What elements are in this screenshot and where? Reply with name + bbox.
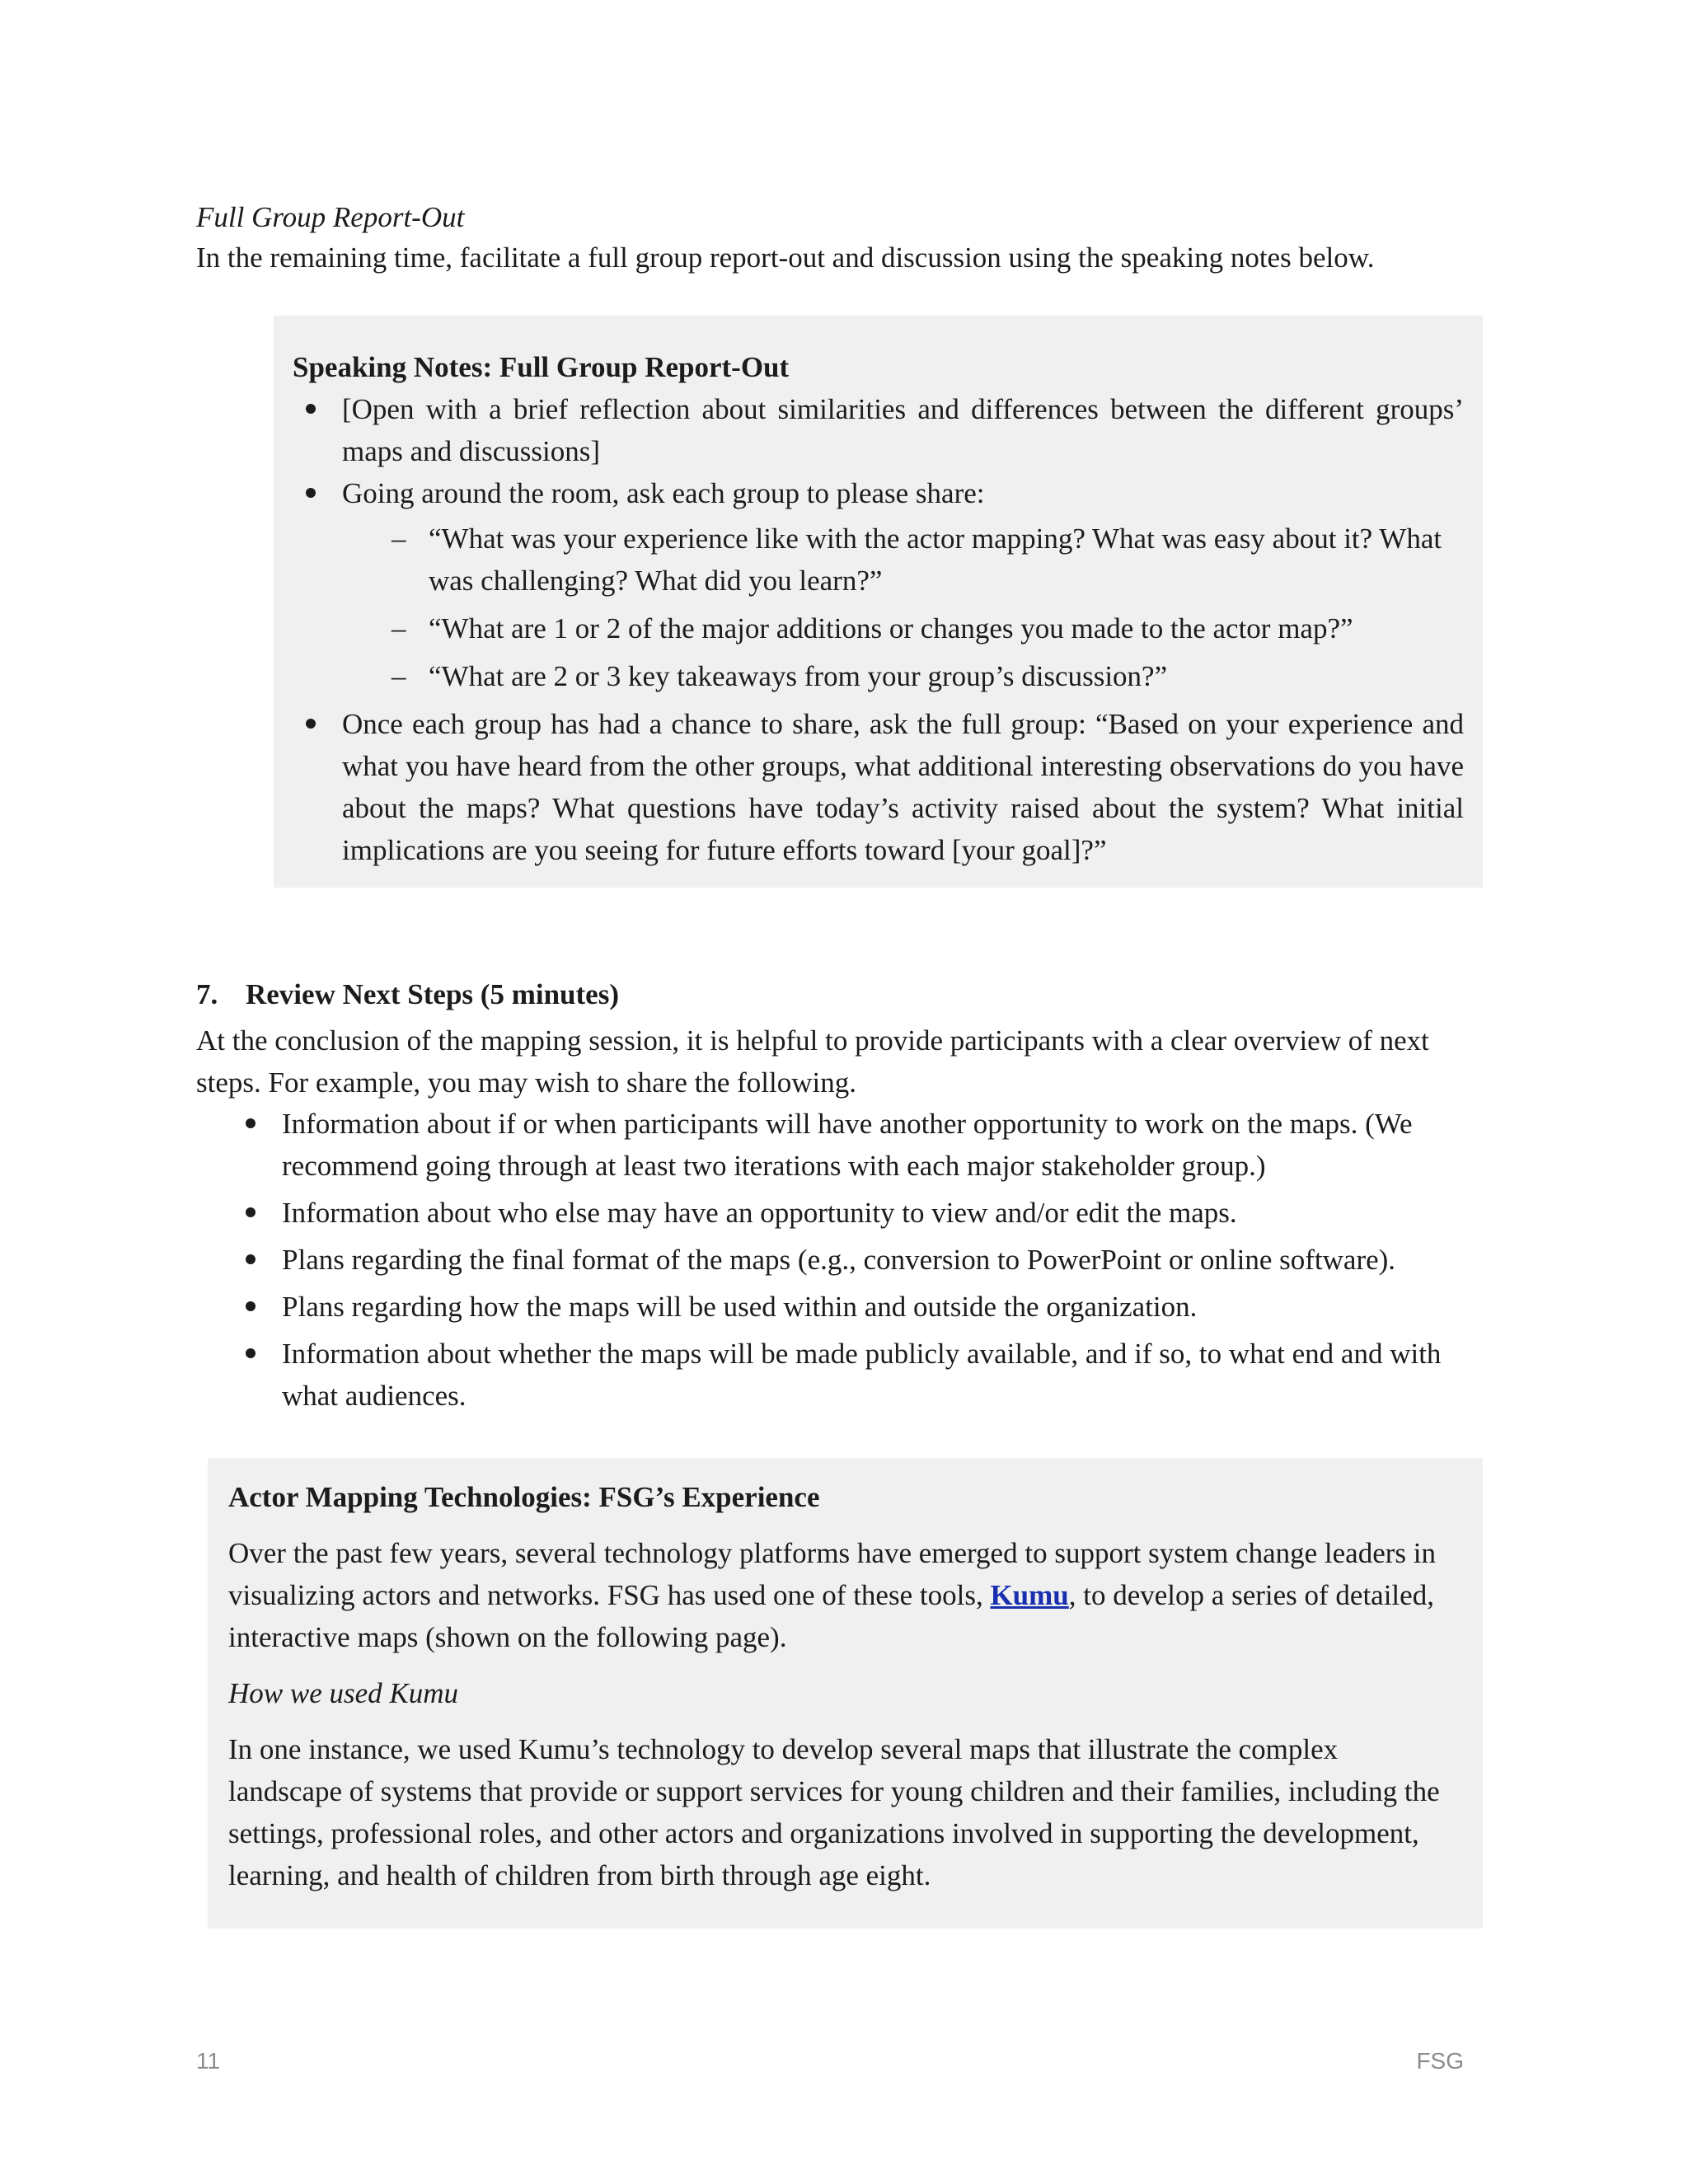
list-item-text: Information about if or when participants will have another opportunity to work on the maps. (We recommend going through at least two iterations with each major stakeholder group.) <box>282 1108 1413 1182</box>
speaking-note-subitem <box>342 518 1464 602</box>
bullet-icon <box>246 1118 256 1128</box>
subitem-text: “What was your experience like with the actor mapping? What was easy about it? What was challenging? What did you learn?” <box>429 523 1442 597</box>
list-item <box>232 1103 1469 1187</box>
technologies-paragraph-2: In one instance, we used Kumu’s technology to develop several maps that illustrate the complex landscape of systems that provide or support services for young children and their families, including the settings, professional roles, and other actors and organizations involved in supporting the development, learning, and health of children from birth through age eight. <box>228 1733 1440 1891</box>
list-item-text: Plans regarding the final format of the maps (e.g., conversion to PowerPoint or online software). <box>282 1244 1396 1276</box>
list-item <box>232 1286 1469 1328</box>
technologies-box <box>208 1458 1483 1929</box>
list-item-text: Plans regarding how the maps will be used within and outside the organization. <box>282 1291 1198 1323</box>
bullet-icon <box>306 719 316 729</box>
paragraph-text: , to develop a series of detailed, interactive maps (shown on the following page). <box>228 1579 1434 1653</box>
speaking-note-subitem <box>342 655 1464 697</box>
kumu-link[interactable]: Kumu <box>990 1579 1069 1611</box>
bullet-icon <box>246 1254 256 1264</box>
speaking-note-bullet <box>293 388 1464 472</box>
full-group-intro: In the remaining time, facilitate a full group report-out and discussion using the speaking notes below. <box>196 241 1375 274</box>
technologies-title: Actor Mapping Technologies: FSG’s Experience <box>228 1481 820 1513</box>
dash-icon: – <box>392 523 406 555</box>
section-heading <box>196 973 619 1015</box>
bullet-icon <box>246 1301 256 1311</box>
technologies-subheading: How we used Kumu <box>228 1677 459 1709</box>
bullet-icon <box>306 488 316 498</box>
section-title: Review Next Steps (5 minutes) <box>246 978 619 1010</box>
list-item-text: Information about whether the maps will be made publicly available, and if so, to what end and with what audiences. <box>282 1338 1442 1412</box>
bullet-icon <box>246 1207 256 1217</box>
dash-icon: – <box>392 612 406 644</box>
speaking-note-bullet <box>293 703 1464 871</box>
speaking-note-text: [Open with a brief reflection about similarities and differences between the different groups’ maps and discussions] <box>342 393 1464 467</box>
speaking-notes-title: Speaking Notes: Full Group Report-Out <box>293 351 790 383</box>
full-group-subheading: Full Group Report-Out <box>196 201 465 233</box>
speaking-note-subitem <box>342 607 1464 649</box>
list-item <box>232 1192 1469 1234</box>
list-item-text: Information about who else may have an opportunity to view and/or edit the maps. <box>282 1197 1237 1229</box>
bullet-icon <box>306 404 316 414</box>
list-item <box>232 1333 1469 1417</box>
dash-icon: – <box>392 660 406 692</box>
footer-brand: FSG <box>1416 2048 1464 2074</box>
bullet-icon <box>246 1348 256 1358</box>
speaking-note-text: Once each group has had a chance to share, ask the full group: “Based on your experience and what you have heard from the other groups, what additional interesting observations do you have about the maps? What questions have today’s activity raised about the system? What initial implications are you seeing for future efforts toward [your goal]?” <box>342 708 1464 866</box>
speaking-notes-box <box>274 316 1483 888</box>
next-steps-list <box>232 1103 1469 1422</box>
speaking-note-bullet <box>293 472 1464 697</box>
technologies-paragraph <box>228 1532 1456 1658</box>
page-number: 11 <box>196 2048 221 2074</box>
section-body: At the conclusion of the mapping session, it is helpful to provide participants with a clear overview of next steps. For example, you may wish to share the following. <box>196 1024 1429 1099</box>
section-number: 7. <box>196 978 218 1010</box>
list-item <box>232 1239 1469 1281</box>
paragraph-text: Over the past few years, several technology platforms have emerged to support system change leaders in visualizing actors and networks. FSG has used one of these tools, <box>228 1537 1436 1611</box>
subitem-text: “What are 2 or 3 key takeaways from your group’s discussion?” <box>429 660 1168 692</box>
speaking-note-text: Going around the room, ask each group to please share: <box>342 477 985 509</box>
subitem-text: “What are 1 or 2 of the major additions or changes you made to the actor map?” <box>429 612 1353 644</box>
